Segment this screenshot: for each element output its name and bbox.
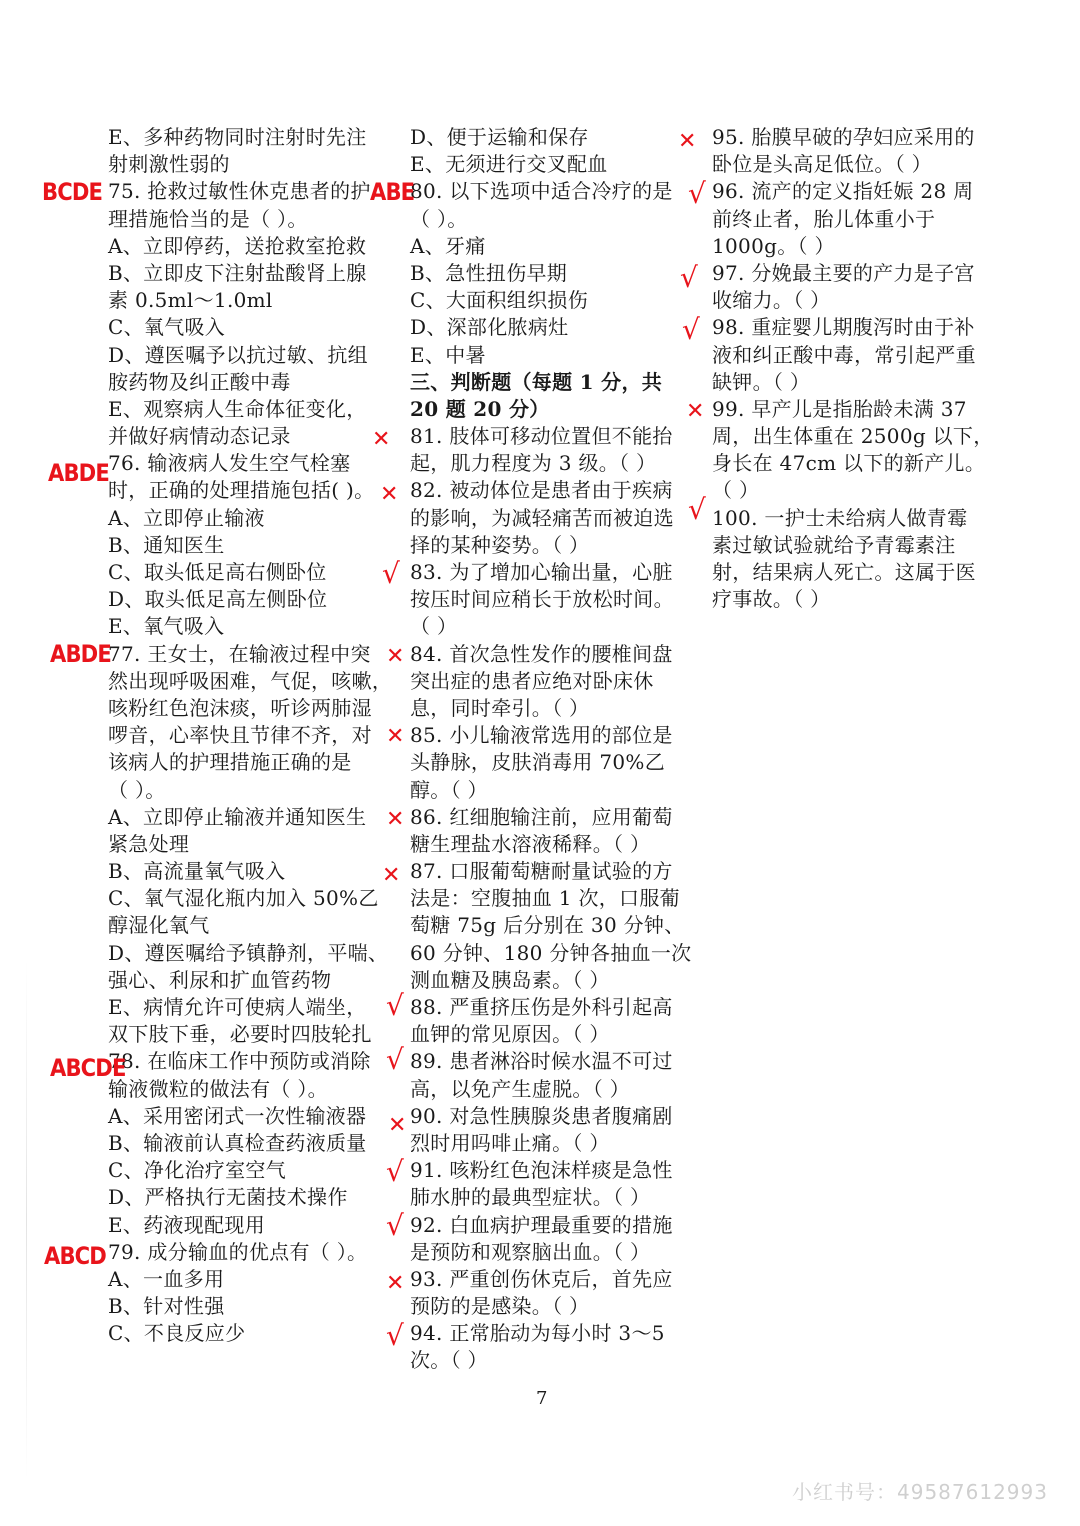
answer-79: ABCD [44,1242,106,1270]
text-line: 然出现呼吸困难，气促，咳嗽， [108,668,393,693]
text-line: 测血糖及胰岛素。（ ） [410,967,610,992]
text-line: B、急性扭伤早期 [410,260,568,285]
text-line: C、大面积组织损伤 [410,288,589,313]
text-line: 的影响，为减轻痛苦而被迫选 [410,505,674,530]
text-line: 按压时间应稍长于放松时间。 [410,587,674,612]
text-line: D、便于运输和保存 [410,125,589,149]
text-line: 91. 咳粉红色泡沫样痰是急性 [410,1158,673,1183]
text-line: （ ）。 [108,777,166,802]
judgment-mark-100: √ [688,493,706,526]
text-line: 87. 口服葡萄糖耐量试验的方 [410,859,673,884]
judgment-mark-98: √ [682,313,700,346]
text-line: C、净化治疗室空气 [108,1158,287,1183]
text-line: A、采用密闭式一次性输液器 [108,1103,367,1128]
scan-artifact-line [26,960,27,1480]
text-line: 85. 小儿输液常选用的部位是 [410,723,673,748]
text-line: 胺药物及纠正酸中毒 [108,369,291,394]
text-line: C、不良反应少 [108,1321,246,1346]
text-line: 肺水肿的最典型症状。（ ） [410,1185,651,1210]
text-line: C、氧气吸入 [108,315,226,340]
text-line: 93. 严重创伤休克后，首先应 [410,1266,673,1291]
text-line: 并做好病情动态记录 [108,424,291,449]
text-line: D、遵医嘱给予镇静剂，平喘、 [108,940,389,965]
text-line: E、无须进行交叉配血 [410,152,608,177]
judgment-mark-86: ✕ [386,807,405,832]
watermark: 小红书号：49587612993 [792,1480,1048,1504]
text-line: D、取头低足高左侧卧位 [108,587,328,612]
text-line: 紧急处理 [108,831,190,856]
text-line: 86. 红细胞输注前，应用葡萄 [410,804,673,829]
answer-76: ABDE [48,459,109,487]
text-line: 时，正确的处理措施包括( )。 [108,478,375,503]
text-line: 84. 首次急性发作的腰椎间盘 [410,641,673,666]
text-line: 三、判断题（每题 1 分，共 [410,369,663,394]
text-line: E、观察病人生命体征变化， [108,396,367,421]
text-line: 83. 为了增加心输出量，心脏 [410,560,673,584]
text-line: 身长在 47cm 以下的新产儿。 [712,451,986,476]
text-line: B、针对性强 [108,1294,225,1319]
text-line: B、通知医生 [108,532,225,557]
text-line: 择的某种姿势。（ ） [410,532,590,557]
text-line: B、立即皮下注射盐酸肾上腺 [108,260,367,285]
text-line: 95. 胎膜早破的孕妇应采用的 [712,125,975,149]
text-line: E、中暑 [410,342,486,367]
judgment-mark-81: ✕ [372,427,391,452]
text-line: A、牙痛 [410,233,486,258]
text-line: 射刺激性弱的 [108,152,230,177]
text-line: 89. 患者淋浴时候水温不可过 [410,1049,673,1074]
text-line: 78. 在临床工作中预防或消除 [108,1049,371,1074]
text-line: 60 分钟、180 分钟各抽血一次 [410,940,692,965]
text-line: 高，以免产生虚脱。（ ） [410,1076,630,1101]
text-line: A、立即停止输液并通知医生 [108,804,367,829]
text-line: 是预防和观察脑出血。（ ） [410,1239,651,1264]
text-line: 糖生理盐水溶液稀释。（ ） [410,831,651,856]
judgment-mark-87: ✕ [382,863,401,888]
text-line: 1000g。（ ） [712,233,835,258]
text-line: D、深部化脓病灶 [410,315,569,340]
answer-75: BCDE [42,178,103,206]
text-line: 头静脉，皮肤消毒用 70%乙 [410,750,666,775]
text-line: 强心、利尿和扩血管药物 [108,967,332,992]
answer-78: ABCDE [50,1054,126,1082]
text-line: C、氧气湿化瓶内加入 50%乙 [108,886,379,911]
text-line: E、氧气吸入 [108,614,225,639]
text-line: 80. 以下选项中适合冷疗的是 [410,179,673,204]
judgment-mark-99: ✕ [686,399,705,424]
text-line: 理措施恰当的是（ ）。 [108,206,308,231]
text-line: 液和纠正酸中毒，常引起严重 [712,342,976,367]
column-right [712,124,994,613]
text-line: 该病人的护理措施正确的是 [108,750,352,775]
text-line: 息，同时牵引。（ ） [410,695,590,720]
text-line: 79. 成分输血的优点有（ ）。 [108,1239,368,1264]
text-line: D、严格执行无菌技术操作 [108,1185,348,1210]
text-line: 啰音，心率快且节律不齐，对 [108,723,372,748]
judgment-mark-97: √ [680,261,698,294]
judgment-mark-94: √ [386,1319,404,1352]
text-line: 92. 白血病护理最重要的措施 [410,1212,673,1237]
text-line: 周，出生体重在 2500g 以下， [712,424,994,449]
text-line: 99. 早产儿是指胎龄未满 37 [712,396,967,421]
text-line: 收缩力。（ ） [712,288,831,313]
text-line: 预防的是感染。（ ） [410,1294,590,1319]
text-line: （ ）。 [410,206,468,231]
text-line: 100. 一护士未给病人做青霉 [712,505,968,530]
text-line: D、遵医嘱予以抗过敏、抗组 [108,342,368,367]
text-line: E、病情允许可使病人端坐， [108,995,367,1019]
text-line: E、多种药物同时注射时先注 [108,125,367,149]
text-line: 萄糖 75g 后分别在 30 分钟、 [410,913,685,938]
text-line: 97. 分娩最主要的产力是子宫 [712,260,975,285]
judgment-mark-91: √ [386,1155,404,1188]
text-line: C、取头低足高右侧卧位 [108,560,327,584]
text-line: 素 0.5ml～1.0ml [108,288,273,313]
judgment-mark-83: √ [382,557,400,590]
text-line: 烈时用吗啡止痛。（ ） [410,1130,610,1155]
text-line: 缺钾。（ ） [712,369,811,394]
text-line: 前终止者，胎儿体重小于 [712,206,936,231]
judgment-mark-92: √ [386,1209,404,1242]
text-line: 射，结果病人死亡。这属于医 [712,560,976,584]
text-line: A、立即停止输液 [108,505,265,530]
judgment-mark-93: ✕ [386,1271,405,1296]
text-line: 81. 肢体可移动位置但不能抬 [410,424,673,449]
judgment-mark-85: ✕ [386,724,405,749]
judgment-mark-95: ✕ [678,129,697,154]
judgment-mark-82: ✕ [380,482,399,507]
text-line: 卧位是头高足低位。（ ） [712,152,932,177]
column-middle [410,124,692,1375]
text-line: A、立即停药，送抢救室抢救 [108,233,367,258]
text-line: 90. 对急性胰腺炎患者腹痛剧 [410,1103,673,1128]
text-line: 96. 流产的定义指妊娠 28 周 [712,179,974,204]
judgment-mark-89: √ [386,1043,404,1076]
text-line: A、一血多用 [108,1266,225,1291]
text-line: E、药液现配现用 [108,1212,265,1237]
answer-80: ABE [370,178,415,206]
judgment-mark-84: ✕ [386,644,405,669]
text-line: 20 题 20 分） [410,396,550,421]
text-line: 输液微粒的做法有（ ）。 [108,1076,328,1101]
text-line: 98. 重症婴儿期腹泻时由于补 [712,315,975,340]
text-line: （ ） [712,478,760,503]
text-line: 76. 输液病人发生空气栓塞 [108,451,351,476]
text-line: （ ） [410,614,458,639]
text-line: 次。（ ） [410,1348,488,1373]
text-line: 双下肢下垂，必要时四肢轮扎 [108,1022,372,1047]
text-line: 血钾的常见原因。（ ） [410,1022,610,1047]
judgment-mark-90: ✕ [388,1113,407,1138]
text-line: 法是：空腹抽血 1 次，口服葡 [410,886,680,911]
text-line: 75. 抢救过敏性休克患者的护 [108,179,371,204]
text-line: 咳粉红色泡沫痰，听诊两肺湿 [108,695,372,720]
text-line: 醇湿化氧气 [108,913,210,938]
answer-77: ABDE [50,640,111,668]
text-line: 突出症的患者应绝对卧床休 [410,668,654,693]
text-line: B、高流量氧气吸入 [108,859,286,884]
text-line: 94. 正常胎动为每小时 3～5 [410,1321,665,1346]
text-line: 起，肌力程度为 3 级。（ ） [410,451,657,476]
judgment-mark-96: √ [688,177,706,210]
text-line: 醇。（ ） [410,777,488,802]
text-line: 疗事故。（ ） [712,587,831,612]
text-line: 82. 被动体位是患者由于疾病 [410,478,673,503]
text-line: 88. 严重挤压伤是外科引起高 [410,995,673,1019]
page-number: 7 [536,1388,548,1409]
text-line: 77. 王女士，在输液过程中突 [108,641,371,666]
text-line: B、输液前认真检查药液质量 [108,1130,367,1155]
judgment-mark-88: √ [386,989,404,1022]
text-line: 素过敏试验就给予青霉素注 [712,532,956,557]
